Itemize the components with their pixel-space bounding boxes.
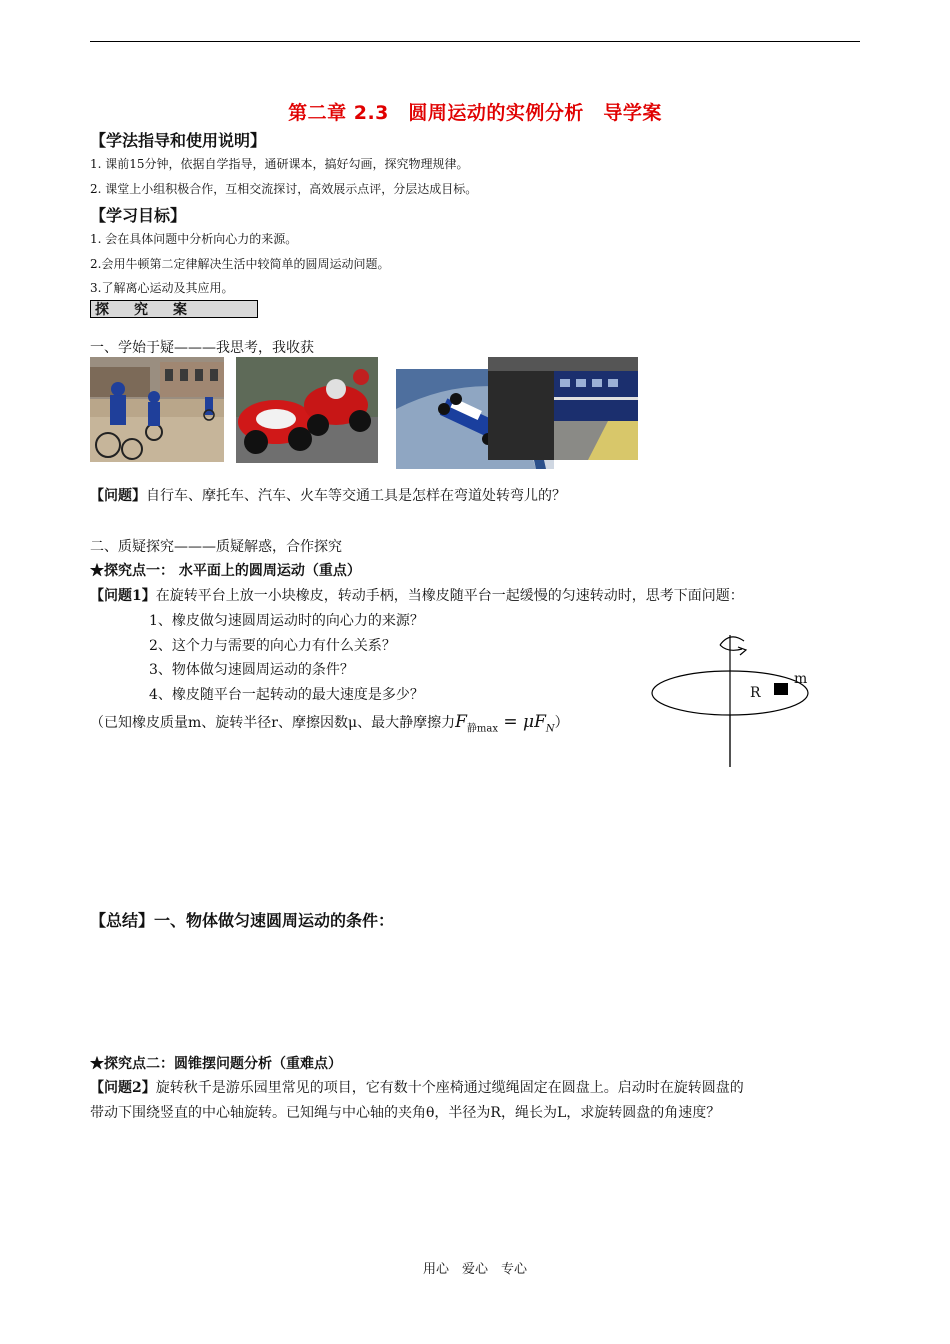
question-text: 自行车、摩托车、汽车、火车等交通工具是怎样在弯道处转弯儿的？: [146, 488, 566, 504]
point1-heading: ★探究点一： 水平面上的圆周运动（重点）: [90, 563, 361, 579]
summary-heading: 【总结】一、物体做匀速圆周运动的条件：: [90, 911, 395, 930]
q1-item: 4、橡皮随平台一起转动的最大速度是多少？: [149, 687, 424, 703]
page-footer: 用心 爱心 专心: [422, 1262, 527, 1277]
q1-text: 在旋转平台上放一小块橡皮，转动手柄，当橡皮随平台一起缓慢的匀速转动时，思考下面问题：: [155, 588, 744, 604]
part2-heading: 二、质疑探究———质疑解惑，合作探究: [90, 539, 342, 555]
known-text: （已知橡皮质量m、旋转半径r、摩擦因数μ、最大静摩擦力: [90, 715, 456, 731]
q1-item: 2、这个力与需要的向心力有什么关系？: [149, 638, 396, 654]
motorcycle-photo: [236, 357, 378, 463]
goals-heading: 【学习目标】: [90, 206, 187, 225]
q1-line: [90, 585, 744, 605]
guide-heading: 【学法指导和使用说明】: [90, 131, 267, 150]
q2-line: [90, 1077, 744, 1097]
known-line: [90, 712, 569, 734]
known-end: ）: [554, 715, 569, 731]
goal-item: 3.了解离心运动及其应用。: [90, 281, 234, 295]
bicycle-photo: [90, 357, 224, 462]
q2-line2: 带动下围绕竖直的中心轴旋转。已知绳与中心轴的夹角θ，半径为R，绳长为L，求旋转圆盘的角速度？: [90, 1105, 721, 1121]
q1-item: 3、物体做匀速圆周运动的条件？: [149, 662, 354, 678]
header-rule: [90, 41, 860, 42]
q2-text: 旋转秋千是游乐园里常见的项目，它有数十个座椅通过缆绳固定在圆盘上。启动时在旋转圆盘的: [155, 1080, 744, 1096]
part1-heading: 一、学始于疑———我思考，我收获: [90, 340, 314, 356]
formula: $F_{静max} = \mu F_N$: [455, 712, 555, 735]
radius-label: R: [750, 685, 761, 701]
goal-item: 1. 会在具体问题中分析向心力的来源。: [90, 232, 298, 246]
q2-label: 【问题2】: [90, 1080, 156, 1096]
question-label: 【问题】: [90, 488, 146, 504]
q1-item: 1、橡皮做匀速圆周运动时的向心力的来源？: [149, 613, 424, 629]
q1-label: 【问题1】: [90, 588, 156, 604]
part1-question: [90, 485, 566, 505]
train-photo: [488, 357, 638, 460]
turntable-diagram: [640, 625, 820, 770]
point2-heading: ★探究点二：圆锥摆问题分析（重难点）: [90, 1056, 342, 1072]
goal-item: 2.会用牛顿第二定律解决生活中较简单的圆周运动问题。: [90, 257, 390, 271]
page-title: 第二章 2.3 圆周运动的实例分析 导学案: [288, 102, 662, 124]
mass-label: m: [794, 671, 808, 687]
guide-item: 1. 课前15分钟，依据自学指导，通研课本，搞好勾画，探究物理规律。: [90, 157, 469, 171]
explore-section-box: 探究案: [90, 300, 258, 318]
guide-item: 2. 课堂上小组积极合作，互相交流探讨，高效展示点评，分层达成目标。: [90, 182, 478, 196]
